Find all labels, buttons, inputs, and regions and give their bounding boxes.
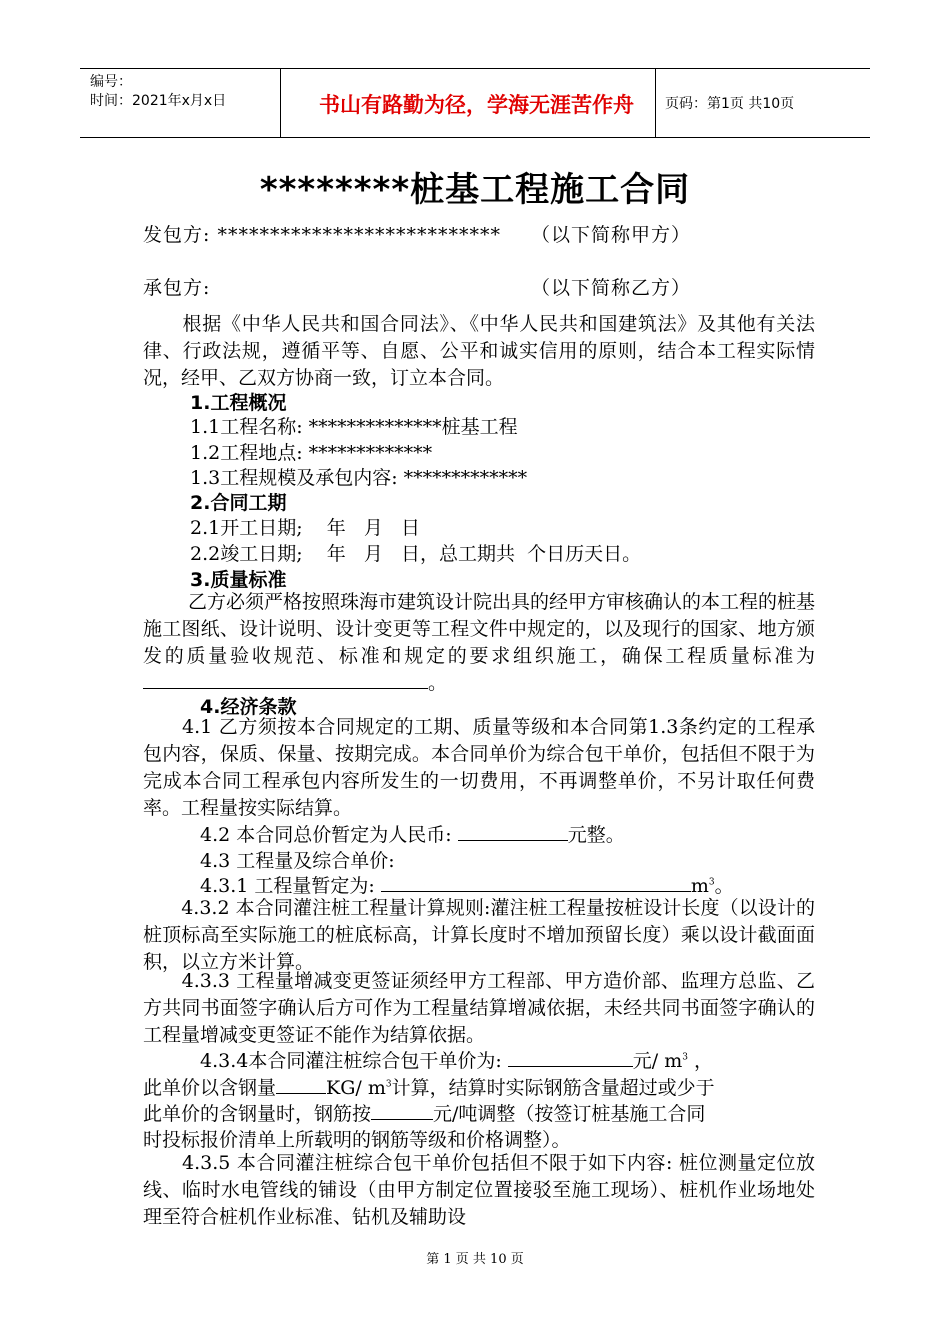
clause-4-2-end: 元整。 — [567, 824, 625, 846]
clause-4-3-4-line2 — [143, 1073, 715, 1100]
number-label: 编号： — [90, 74, 132, 90]
section-heading: 3.质量标准 — [190, 569, 287, 591]
clause-end: 。 — [714, 875, 734, 897]
section-heading: 2.合同工期 — [190, 492, 287, 514]
quality-paragraph — [143, 589, 815, 697]
text: 此单价的含钢量时，钢筋按 — [143, 1103, 372, 1125]
clause-end: ， — [694, 1050, 714, 1072]
party-b — [143, 273, 692, 300]
party-b-label: 承包方: — [143, 277, 211, 299]
unit: m — [690, 875, 709, 897]
text: 此单价以含钢量 — [143, 1077, 277, 1099]
clause-4-3: 4.3 工程量及综合单价: — [200, 850, 395, 872]
clause-4-3-4-line4: 时投标报价清单上所载明的钢筋等级和价格调整）。 — [143, 1129, 571, 1151]
section-line: 2.2竣工日期; 年 月 日，总工期共 个日历天日。 — [190, 543, 642, 565]
page-label: 页码：第1页 共10页 — [665, 96, 795, 112]
document-title: ********桩基工程施工合同 — [259, 170, 691, 210]
text: 元/吨调整（按签订桩基施工合同 — [433, 1103, 706, 1125]
clause-4-3-3: 4.3.3 工程量增减变更签证须经甲方工程部、甲方造价部、监理方总监、乙方共同书面签字确认后方可作为工程量结算增减依据，未经共同书面签字确认的工程量增减变更签证不能作为结算依据。 — [143, 970, 815, 1046]
header-divider — [655, 69, 656, 137]
party-a-label: 发包方: *************************** — [143, 224, 501, 246]
clause-4-3-4 — [200, 1046, 713, 1073]
header-motto: 书山有路勤为径，学海无涯苦作舟 — [319, 93, 634, 117]
unit-sup: 3 — [682, 1052, 688, 1063]
time-label: 时间：2021年x月x日 — [90, 93, 227, 109]
header-meta — [90, 73, 226, 111]
total-price-blank — [458, 822, 568, 841]
unit: 元/ m — [632, 1050, 683, 1072]
party-b-tail: （以下简称乙方） — [531, 277, 692, 299]
text: 计算，结算时实际钢筋含量超过或少于 — [391, 1077, 715, 1099]
clause-4-3-2: 4.3.2 本合同灌注桩工程量计算规则:灌注桩工程量按桩设计长度（以设计的桩顶标高至实际施工的桩底标高，计算长度时不增加预留长度）乘以设计截面面积，以立方米计算。 — [143, 897, 815, 973]
party-a — [143, 220, 692, 247]
header-table — [80, 68, 870, 138]
page-footer: 第 1 页 共 10 页 — [426, 1252, 524, 1267]
clause-4-3-1-text: 4.3.1 工程量暂定为: — [200, 875, 375, 897]
clause-4-3-4-text: 4.3.4本合同灌注桩综合包干单价为: — [200, 1050, 502, 1072]
quantity-blank — [381, 873, 691, 892]
section-line: 1.3工程规模及承包内容: ************* — [190, 467, 528, 489]
party-a-tail: （以下简称甲方） — [531, 224, 692, 246]
rebar-price-blank — [371, 1101, 433, 1120]
section-line: 2.1开工日期; 年 月 日 — [190, 517, 421, 539]
header-divider — [280, 69, 281, 137]
unit-sup: 3 — [385, 1079, 392, 1090]
clause-4-3-4-line3 — [143, 1099, 705, 1126]
clause-4-3-1 — [200, 871, 734, 898]
intro-paragraph: 根据《中华人民共和国合同法》、《中华人民共和国建筑法》及其他有关法律、行政法规，遵循平等、自愿、公平和诚实信用的原则，结合本工程实际情况，经甲、乙双方协商一致，订立本合同。 — [143, 313, 815, 389]
quality-text: 乙方必须严格按照珠海市建筑设计院出具的经甲方审核确认的本工程的桩基施工图纸、设计说明、设计变更等工程文件中规定的，以及现行的国家、地方颁发的质量验收规范、标准和规定的要求组织施工，确保工程质量标准为 — [143, 591, 816, 667]
unit: KG/ m — [326, 1077, 386, 1099]
clause-4-2-text: 4.2 本合同总价暂定为人民币: — [200, 824, 452, 846]
clause-4-3-5: 4.3.5 本合同灌注桩综合包干单价包括但不限于如下内容: 桩位测量定位放线、临时水电管线的铺设（由甲方制定位置接驳至施工现场）、桩机作业场地处理至符合桩机作业标准、钻机及辅助设 — [143, 1152, 815, 1228]
unit-sup: 3 — [708, 877, 715, 888]
clause-4-1: 4.1 乙方须按本合同规定的工期、质量等级和本合同第1.3条约定的工程承包内容，保质、保量、按期完成。本合同单价为综合包干单价，包括但不限于为完成本合同工程承包内容所发生的一切费用，不再调整单价，不另计取任何费率。工程量按实际结算。 — [143, 716, 815, 819]
steel-content-blank — [276, 1075, 326, 1094]
unit-price-blank — [508, 1048, 633, 1067]
section-heading: 1.工程概况 — [190, 392, 287, 414]
section-line: 1.1工程名称: **************桩基工程 — [190, 416, 518, 438]
clause-4-2 — [200, 820, 625, 847]
section-heading: 4.经济条款 — [200, 696, 297, 718]
quality-end: 。 — [428, 672, 448, 694]
quality-blank — [143, 670, 428, 689]
section-line: 1.2工程地点: ************* — [190, 442, 433, 464]
